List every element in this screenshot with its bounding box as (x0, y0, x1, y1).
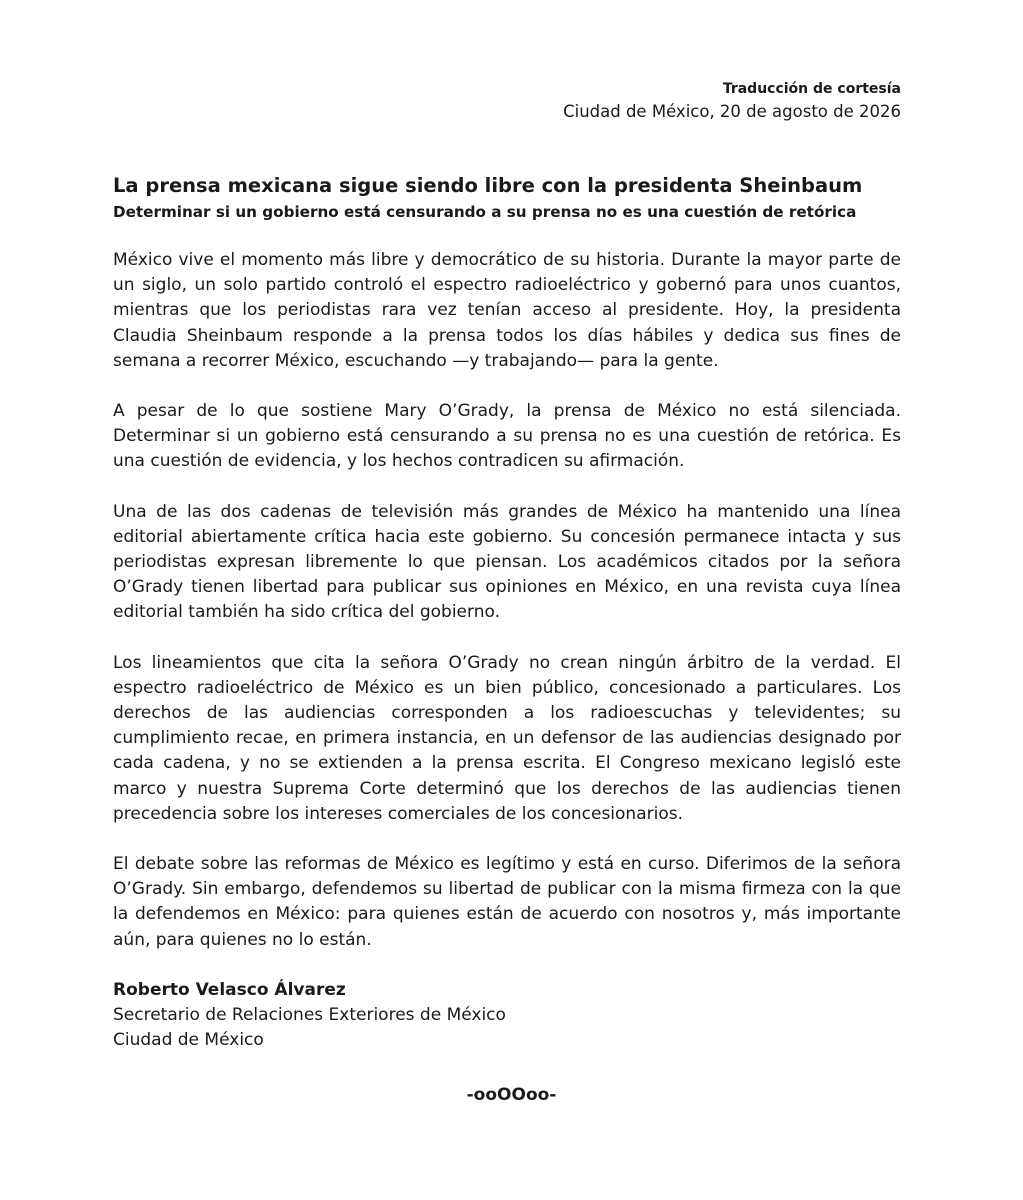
paragraph: Una de las dos cadenas de televisión más grandes de México ha mantenido una línea editorial abiertamente crítica hacia este gobierno. Su concesión permanece intacta y sus periodistas expresan libremente lo que piensan. Los académicos citados por la señora O’Grady tienen libertad para publicar sus opiniones en México, en una revista cuya línea editorial también ha sido crítica del gobierno. (113, 501, 901, 623)
signature-block (113, 978, 901, 1054)
document-header (563, 79, 901, 124)
paragraph: A pesar de lo que sostiene Mary O’Grady, la prensa de México no está silenciada. Determinar si un gobierno está censurando a su prensa no es una cuestión de retórica. Es una cuestión de evidencia, y los hechos contradicen su afirmación. (113, 401, 901, 472)
paragraph: El debate sobre las reformas de México es legítimo y está en curso. Diferimos de la señora O’Grady. Sin embargo, defendemos su libertad de publicar con la misma firmeza con la que la defendemos en México: para quienes están de acuerdo con nosotros y, más importante aún, para quienes no lo están. (113, 854, 901, 950)
signatory-position: Secretario de Relaciones Exteriores de México (113, 1005, 506, 1026)
closing-mark: -ooOOoo- (466, 1085, 557, 1105)
signatory-name: Roberto Velasco Álvarez (113, 979, 346, 1000)
paragraph: Los lineamientos que cita la señora O’Grady no crean ningún árbitro de la verdad. El espectro radioeléctrico de México es un bien público, concesionado a particulares. Los derechos de las audiencias corresponden a los radioescuchas y televidentes; su cumplimiento recae, en primera instancia, en un defensor de las audiencias designado por cada cadena, y no se extienden a la prensa escrita. El Congreso mexicano legisló este marco y nuestra Suprema Corte determinó que los derechos de las audiencias tienen precedencia sobre los intereses comerciales de los concesionarios. (113, 652, 901, 824)
document-body (113, 172, 901, 1053)
paragraph: México vive el momento más libre y democrático de su historia. Durante la mayor parte de un siglo, un solo partido controló el espectro radioeléctrico y gobernó para unos cuantos, mientras que los periodistas rara vez tenían acceso al presidente. Hoy, la presidenta Claudia Sheinbaum responde a la prensa todos los días hábiles y dedica sus fines de semana a recorrer México, escuchando —y trabajando— para la gente. (113, 250, 901, 371)
signatory-city: Ciudad de México (113, 1030, 264, 1051)
place-date: Ciudad de México, 20 de agosto de 2026 (563, 102, 901, 121)
courtesy-translation-label: Traducción de cortesía (722, 81, 901, 97)
document-subtitle: Determinar si un gobierno está censurando a su prensa no es una cuestión de retórica (113, 203, 857, 221)
document-title: La prensa mexicana sigue siendo libre con la presidenta Sheinbaum (113, 174, 863, 197)
